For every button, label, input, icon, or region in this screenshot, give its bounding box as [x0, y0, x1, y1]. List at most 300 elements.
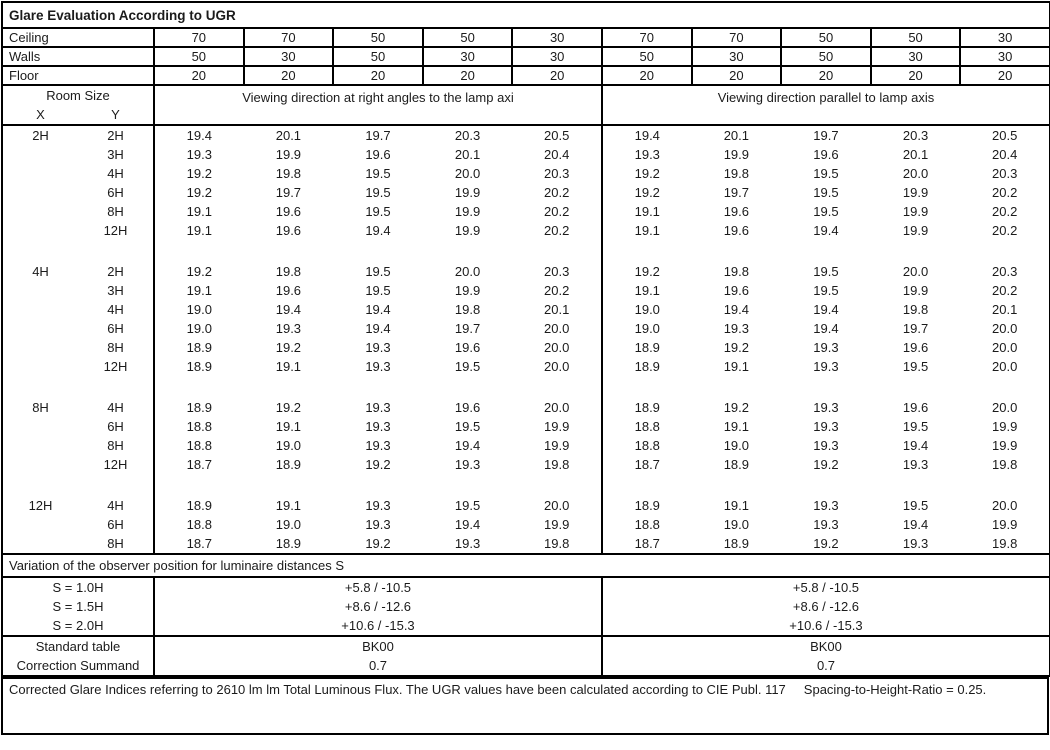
- distance-label: S = 1.0H: [2, 577, 154, 597]
- room-y-label: 2H: [78, 125, 154, 145]
- surface-value: 30: [960, 47, 1050, 66]
- ugr-value: 19.1: [634, 204, 660, 219]
- ugr-value: 19.1: [186, 204, 212, 219]
- ugr-value: 19.4: [365, 223, 391, 238]
- ugr-value: 20.2: [992, 204, 1018, 219]
- surface-value: 50: [333, 47, 423, 66]
- ugr-value: 19.3: [365, 517, 391, 532]
- ugr-value: 19.8: [902, 302, 929, 317]
- surface-value: 70: [244, 28, 334, 47]
- room-x-label: [2, 164, 78, 183]
- room-y-label: 3H: [78, 281, 154, 300]
- ugr-value: 19.4: [902, 438, 929, 453]
- variation-value-right: +8.6 / -12.6: [792, 599, 860, 614]
- variation-caption-row: [2, 554, 1050, 577]
- surface-value: 20: [781, 66, 871, 85]
- room-size-header: Room Size: [2, 85, 154, 104]
- table-row: [2, 164, 1050, 183]
- ugr-value: 18.9: [186, 400, 212, 415]
- ugr-value: 19.4: [813, 302, 839, 317]
- observer-distance-row: [2, 616, 1050, 636]
- ugr-value: 19.2: [813, 457, 839, 472]
- ugr-value: 19.3: [813, 517, 839, 532]
- ugr-value: 19.4: [634, 128, 660, 143]
- surface-row: [2, 28, 1050, 47]
- table-row: [2, 398, 1050, 417]
- table-row: [2, 534, 1050, 554]
- ugr-value: 18.9: [186, 498, 212, 513]
- ugr-value: 19.1: [186, 223, 212, 238]
- ugr-value: 19.3: [275, 321, 302, 336]
- table-row: [2, 145, 1050, 164]
- ugr-value: 20.1: [902, 147, 929, 162]
- ugr-value: 19.8: [454, 302, 481, 317]
- ugr-value: 18.9: [275, 536, 302, 551]
- observer-distance-row: [2, 597, 1050, 616]
- ugr-value: 19.8: [723, 264, 750, 279]
- ugr-value: 19.5: [365, 166, 391, 181]
- ugr-value: 19.9: [512, 417, 602, 436]
- room-x-label: 4H: [32, 264, 49, 279]
- room-x-label: [2, 436, 78, 455]
- ugr-value: 19.4: [365, 302, 391, 317]
- ugr-value: 18.7: [186, 457, 212, 472]
- room-x-label: [2, 357, 78, 376]
- ugr-value: 20.0: [902, 264, 929, 279]
- ugr-value: 20.5: [512, 125, 602, 145]
- table-row: [2, 125, 1050, 145]
- variation-value-left: +10.6 / -15.3: [154, 616, 602, 636]
- ugr-value: 19.3: [813, 340, 839, 355]
- ugr-datasheet: [1, 1, 1049, 735]
- surface-label: Ceiling: [2, 28, 154, 47]
- ugr-value: 20.2: [992, 283, 1018, 298]
- room-y-label: 6H: [78, 319, 154, 338]
- variation-value-right: +10.6 / -15.3: [602, 616, 1050, 636]
- footer-note: [1, 677, 1049, 735]
- ugr-value: 18.8: [186, 438, 212, 453]
- surface-value: 70: [602, 28, 692, 47]
- surface-value: 30: [512, 47, 602, 66]
- ugr-value: 19.3: [813, 419, 839, 434]
- ugr-value: 19.3: [634, 147, 660, 162]
- ugr-value: 19.3: [902, 457, 929, 472]
- ugr-value: 19.3: [365, 419, 391, 434]
- spacer-cell: [2, 474, 154, 496]
- header-row-top: [2, 85, 1050, 104]
- ugr-value: 19.4: [813, 321, 839, 336]
- ugr-value: 19.5: [454, 498, 481, 513]
- ugr-value: 20.0: [992, 400, 1018, 415]
- observer-distance-row: [2, 577, 1050, 597]
- ugr-value: 20.3: [512, 164, 602, 183]
- ugr-value: 19.1: [723, 498, 750, 513]
- room-x-label: 2H: [32, 128, 49, 143]
- ugr-value: 20.4: [992, 147, 1018, 162]
- surface-value: 50: [602, 47, 692, 66]
- ugr-value: 19.6: [275, 283, 302, 298]
- ugr-value: 19.5: [813, 166, 839, 181]
- room-y-label: 4H: [78, 398, 154, 417]
- ugr-value: 20.0: [992, 321, 1018, 336]
- room-y-label: 8H: [78, 436, 154, 455]
- room-y-label: 6H: [78, 183, 154, 202]
- ugr-value: 20.3: [992, 264, 1018, 279]
- ugr-value: 19.1: [186, 283, 212, 298]
- ugr-value: 19.6: [813, 147, 839, 162]
- ugr-value: 19.3: [365, 359, 391, 374]
- surface-value: 20: [423, 66, 513, 85]
- ugr-value: 20.1: [512, 300, 602, 319]
- room-x-label: [2, 221, 78, 240]
- title-section: [2, 2, 1050, 28]
- ugr-value: 19.6: [902, 340, 929, 355]
- ugr-value: 20.0: [454, 264, 481, 279]
- ugr-value: 18.7: [634, 457, 660, 472]
- ugr-value: 19.7: [723, 185, 750, 200]
- surface-value: 50: [423, 28, 513, 47]
- ugr-value: 19.7: [813, 128, 839, 143]
- ugr-value: 18.9: [186, 340, 212, 355]
- surface-reflectance-section: [2, 28, 1050, 85]
- ugr-value: 19.6: [454, 400, 481, 415]
- ugr-value: 20.0: [512, 496, 602, 515]
- ugr-value: 19.2: [634, 166, 660, 181]
- table-row: [2, 319, 1050, 338]
- surface-value: 30: [244, 47, 334, 66]
- ugr-value: 19.5: [902, 359, 929, 374]
- variation-caption: Variation of the observer position for luminaire distances S: [2, 554, 1050, 577]
- ugr-value: 20.2: [512, 183, 602, 202]
- surface-value: 50: [781, 47, 871, 66]
- room-y-label: 8H: [78, 338, 154, 357]
- ugr-value: 19.5: [454, 419, 481, 434]
- table-row: [2, 202, 1050, 221]
- ugr-value: 19.5: [813, 264, 839, 279]
- ugr-value: 18.9: [275, 457, 302, 472]
- room-x-label: [2, 202, 78, 221]
- ugr-value: 20.2: [512, 202, 602, 221]
- room-y-label: 4H: [78, 496, 154, 515]
- table-row: [2, 281, 1050, 300]
- ugr-value: 19.0: [634, 302, 660, 317]
- ugr-value: 19.1: [634, 223, 660, 238]
- ugr-value: 19.9: [992, 438, 1018, 453]
- ugr-value: 19.5: [454, 359, 481, 374]
- surface-value: 30: [960, 28, 1050, 47]
- summary-value-left: 0.7: [154, 656, 602, 676]
- spacer-cell: [602, 376, 1050, 398]
- ugr-value: 19.7: [902, 321, 929, 336]
- variation-value-right: +5.8 / -10.5: [792, 580, 860, 595]
- summary-row: [2, 636, 1050, 656]
- ugr-value: 18.7: [634, 536, 660, 551]
- spacer-cell: [2, 240, 154, 262]
- ugr-value: 19.6: [454, 340, 481, 355]
- summary-label: Correction Summand: [2, 656, 154, 676]
- header-section: [2, 85, 1050, 125]
- ugr-value: 20.0: [454, 166, 481, 181]
- room-y-label: 12H: [78, 357, 154, 376]
- room-x-label: [2, 183, 78, 202]
- ugr-value: 19.5: [813, 204, 839, 219]
- room-x-label: [2, 281, 78, 300]
- ugr-value: 19.3: [723, 321, 750, 336]
- ugr-values-section: [2, 125, 1050, 554]
- ugr-value: 19.9: [454, 185, 481, 200]
- spacer-cell: [602, 474, 1050, 496]
- surface-value: 20: [512, 66, 602, 85]
- ugr-value: 18.9: [723, 536, 750, 551]
- ugr-value: 20.0: [512, 319, 602, 338]
- room-y-label: 4H: [78, 164, 154, 183]
- ugr-value: 19.0: [634, 321, 660, 336]
- ugr-value: 19.6: [365, 147, 391, 162]
- ugr-value: 19.5: [365, 185, 391, 200]
- ugr-value: 19.0: [723, 438, 750, 453]
- x-column-header: X: [2, 104, 78, 125]
- ugr-value: 19.4: [813, 223, 839, 238]
- ugr-value: 18.8: [634, 438, 660, 453]
- ugr-value: 19.1: [275, 359, 302, 374]
- ugr-value: 20.1: [723, 128, 750, 143]
- ugr-value: 19.4: [454, 517, 481, 532]
- ugr-value: 19.3: [365, 438, 391, 453]
- table-row: [2, 338, 1050, 357]
- summary-value-right: BK00: [810, 639, 842, 654]
- distance-label: S = 2.0H: [2, 616, 154, 636]
- viewing-direction-parallel-header: Viewing direction parallel to lamp axis: [602, 85, 1050, 125]
- ugr-value: 19.3: [454, 457, 481, 472]
- ugr-value: 19.8: [723, 166, 750, 181]
- ugr-value: 20.3: [454, 128, 481, 143]
- ugr-value: 20.0: [512, 357, 602, 376]
- ugr-value: 19.1: [275, 419, 302, 434]
- ugr-value: 19.2: [275, 400, 302, 415]
- ugr-value: 19.2: [723, 400, 750, 415]
- spacer-cell: [154, 240, 602, 262]
- ugr-table: [1, 1, 1050, 677]
- ugr-value: 19.5: [365, 283, 391, 298]
- ugr-value: 19.9: [902, 185, 929, 200]
- footer-text: Corrected Glare Indices referring to 2610 lm lm Total Luminous Flux. The UGR values have been calculated according to CIE Publ. 117: [9, 682, 786, 697]
- ugr-value: 19.0: [275, 438, 302, 453]
- surface-value: 30: [423, 47, 513, 66]
- ugr-value: 19.9: [512, 436, 602, 455]
- ugr-value: 19.8: [512, 534, 602, 554]
- ugr-value: 19.0: [186, 321, 212, 336]
- ugr-value: 18.9: [634, 400, 660, 415]
- ugr-value: 20.2: [992, 223, 1018, 238]
- ugr-value: 19.3: [186, 147, 212, 162]
- ugr-value: 19.8: [992, 457, 1018, 472]
- ugr-value: 20.0: [512, 338, 602, 357]
- ugr-value: 19.3: [813, 498, 839, 513]
- ugr-value: 19.0: [275, 517, 302, 532]
- ugr-value: 19.5: [365, 264, 391, 279]
- ugr-value: 19.6: [275, 204, 302, 219]
- spacer-cell: [154, 376, 602, 398]
- ugr-value: 19.2: [723, 340, 750, 355]
- room-x-label: [2, 455, 78, 474]
- room-x-label: [2, 338, 78, 357]
- surface-value: 50: [333, 28, 423, 47]
- ugr-value: 19.4: [365, 321, 391, 336]
- ugr-value: 20.0: [902, 166, 929, 181]
- ugr-value: 19.6: [723, 204, 750, 219]
- room-x-label: [2, 300, 78, 319]
- ugr-value: 18.9: [634, 359, 660, 374]
- ugr-value: 19.9: [902, 204, 929, 219]
- ugr-value: 19.6: [723, 283, 750, 298]
- ugr-value: 19.3: [902, 536, 929, 551]
- surface-value: 20: [244, 66, 334, 85]
- ugr-value: 20.3: [992, 166, 1018, 181]
- ugr-value: 19.1: [275, 498, 302, 513]
- footer-ratio-text: Spacing-to-Height-Ratio = 0.25.: [803, 682, 987, 697]
- ugr-value: 19.7: [454, 321, 481, 336]
- table-row: [2, 221, 1050, 240]
- surface-row: [2, 66, 1050, 85]
- ugr-value: 19.2: [365, 457, 391, 472]
- surface-value: 20: [333, 66, 423, 85]
- ugr-value: 19.9: [992, 419, 1018, 434]
- ugr-value: 18.8: [186, 419, 212, 434]
- room-y-label: 4H: [78, 300, 154, 319]
- room-x-label: [2, 515, 78, 534]
- table-row: [2, 515, 1050, 534]
- title-row: [2, 2, 1050, 28]
- spacer-row: [2, 240, 1050, 262]
- ugr-value: 20.0: [992, 340, 1018, 355]
- ugr-value: 19.9: [454, 204, 481, 219]
- ugr-value: 20.2: [992, 185, 1018, 200]
- surface-value: 30: [692, 47, 782, 66]
- ugr-value: 19.9: [454, 283, 481, 298]
- surface-value: 70: [692, 28, 782, 47]
- room-x-label: [2, 319, 78, 338]
- ugr-value: 19.2: [186, 185, 212, 200]
- surface-value: 30: [512, 28, 602, 47]
- ugr-value: 19.8: [512, 455, 602, 474]
- surface-label: Walls: [2, 47, 154, 66]
- y-column-header: Y: [78, 104, 154, 125]
- ugr-value: 19.3: [813, 359, 839, 374]
- surface-value: 20: [154, 66, 244, 85]
- ugr-value: 19.2: [186, 264, 212, 279]
- spacer-cell: [2, 376, 154, 398]
- surface-row: [2, 47, 1050, 66]
- ugr-value: 19.2: [186, 166, 212, 181]
- spacer-cell: [602, 240, 1050, 262]
- ugr-value: 19.9: [512, 515, 602, 534]
- ugr-value: 19.6: [902, 400, 929, 415]
- ugr-value: 19.2: [275, 340, 302, 355]
- ugr-value: 19.4: [902, 517, 929, 532]
- ugr-value: 20.4: [512, 145, 602, 164]
- ugr-value: 19.6: [275, 223, 302, 238]
- room-y-label: 2H: [78, 262, 154, 281]
- room-x-label: 12H: [28, 498, 53, 513]
- ugr-value: 19.3: [454, 536, 481, 551]
- page-title: Glare Evaluation According to UGR: [2, 2, 1050, 28]
- room-y-label: 12H: [78, 455, 154, 474]
- room-y-label: 8H: [78, 534, 154, 554]
- ugr-value: 19.9: [275, 147, 302, 162]
- ugr-value: 18.8: [186, 517, 212, 532]
- ugr-value: 20.3: [512, 262, 602, 281]
- ugr-value: 20.3: [902, 128, 929, 143]
- ugr-value: 20.0: [512, 398, 602, 417]
- ugr-value: 18.8: [634, 517, 660, 532]
- room-y-label: 6H: [78, 417, 154, 436]
- surface-value: 50: [154, 47, 244, 66]
- ugr-value: 19.2: [813, 536, 839, 551]
- ugr-value: 19.7: [275, 185, 302, 200]
- summary-row: [2, 656, 1050, 676]
- room-y-label: 8H: [78, 202, 154, 221]
- ugr-value: 19.4: [186, 128, 212, 143]
- ugr-value: 20.0: [992, 498, 1018, 513]
- table-row: [2, 455, 1050, 474]
- surface-value: 20: [602, 66, 692, 85]
- ugr-value: 19.6: [723, 223, 750, 238]
- ugr-value: 19.3: [365, 340, 391, 355]
- ugr-value: 19.8: [275, 166, 302, 181]
- surface-value: 50: [781, 28, 871, 47]
- surface-value: 20: [692, 66, 782, 85]
- ugr-value: 19.9: [992, 517, 1018, 532]
- table-row: [2, 357, 1050, 376]
- ugr-value: 19.5: [813, 185, 839, 200]
- ugr-value: 19.1: [723, 359, 750, 374]
- ugr-value: 18.9: [634, 498, 660, 513]
- surface-value: 70: [154, 28, 244, 47]
- spacer-cell: [154, 474, 602, 496]
- table-row: [2, 417, 1050, 436]
- ugr-value: 19.4: [723, 302, 750, 317]
- ugr-value: 19.5: [902, 498, 929, 513]
- ugr-value: 19.5: [365, 204, 391, 219]
- ugr-value: 20.5: [992, 128, 1018, 143]
- room-x-label: 8H: [32, 400, 49, 415]
- ugr-value: 19.5: [902, 419, 929, 434]
- ugr-value: 20.2: [512, 281, 602, 300]
- ugr-value: 19.3: [813, 400, 839, 415]
- summary-section: [2, 636, 1050, 676]
- ugr-value: 18.9: [723, 457, 750, 472]
- variation-value-left: +5.8 / -10.5: [154, 577, 602, 597]
- ugr-value: 19.5: [813, 283, 839, 298]
- room-y-label: 6H: [78, 515, 154, 534]
- room-y-label: 12H: [78, 221, 154, 240]
- surface-label: Floor: [2, 66, 154, 85]
- ugr-value: 20.1: [275, 128, 302, 143]
- room-x-label: [2, 534, 78, 554]
- ugr-value: 18.9: [634, 340, 660, 355]
- distance-label: S = 1.5H: [2, 597, 154, 616]
- ugr-value: 19.8: [275, 264, 302, 279]
- ugr-value: 19.7: [365, 128, 391, 143]
- room-x-label: [2, 145, 78, 164]
- table-row: [2, 496, 1050, 515]
- ugr-value: 19.3: [365, 400, 391, 415]
- table-row: [2, 183, 1050, 202]
- ugr-value: 19.1: [723, 419, 750, 434]
- surface-value: 30: [871, 47, 961, 66]
- surface-value: 20: [871, 66, 961, 85]
- room-y-label: 3H: [78, 145, 154, 164]
